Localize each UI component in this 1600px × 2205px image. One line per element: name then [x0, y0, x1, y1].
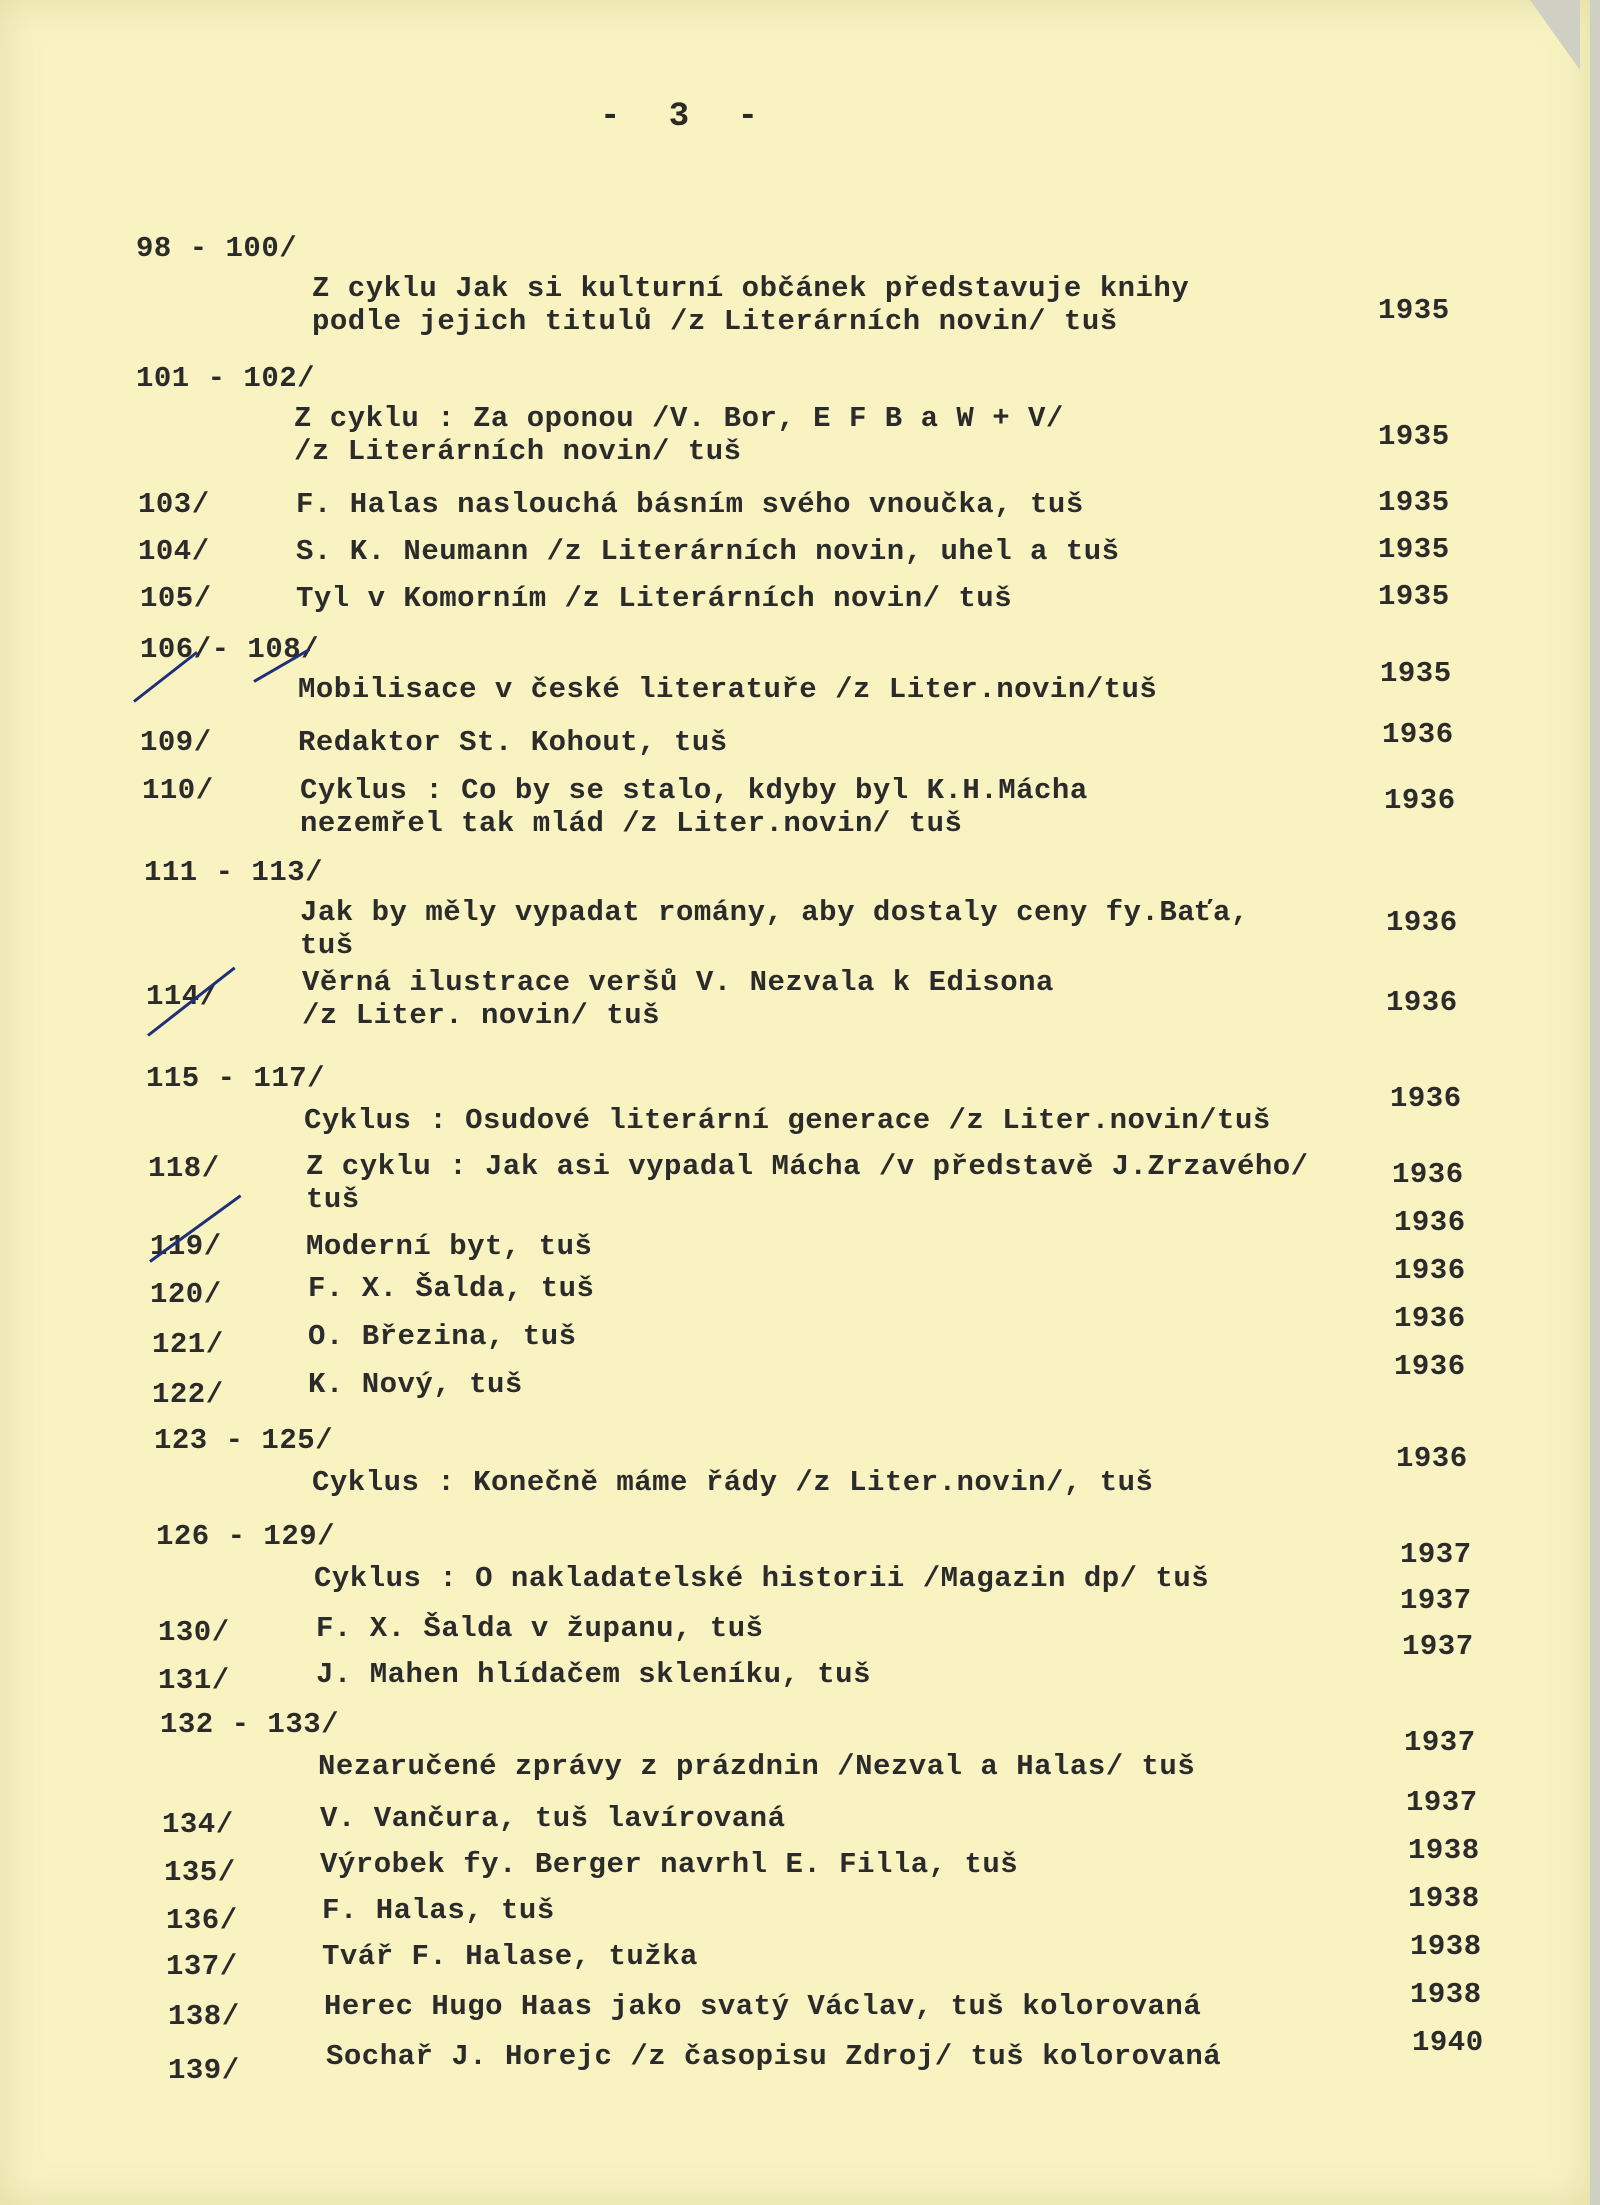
entry-description: Sochař J. Horejc /z časopisu Zdroj/ tuš kolorovaná — [326, 2040, 1222, 2073]
entry-number: 136/ — [166, 1904, 238, 1937]
entry-year: 1935 — [1378, 294, 1450, 327]
entry-year: 1935 — [1380, 657, 1452, 690]
page-number: - 3 - — [600, 98, 773, 136]
entry-description: Moderní byt, tuš — [306, 1230, 593, 1263]
entry-year: 1936 — [1394, 1350, 1466, 1383]
entry-year: 1936 — [1390, 1082, 1462, 1115]
entry-number: 119/ — [150, 1230, 222, 1263]
entry-description: Redaktor St. Kohout, tuš — [298, 726, 728, 759]
entry-year: 1937 — [1404, 1726, 1476, 1759]
entry-year: 1936 — [1392, 1158, 1464, 1191]
entry-year: 1938 — [1410, 1930, 1482, 1963]
entry-year: 1936 — [1384, 784, 1456, 817]
entry-year: 1936 — [1394, 1254, 1466, 1287]
entry-year: 1936 — [1386, 986, 1458, 1019]
folded-corner — [1530, 0, 1580, 70]
entry-description: Výrobek fy. Berger navrhl E. Filla, tuš — [320, 1848, 1019, 1881]
entry-description: Herec Hugo Haas jako svatý Václav, tuš kolorovaná — [324, 1990, 1202, 2023]
entry-year: 1936 — [1394, 1302, 1466, 1335]
entry-year: 1936 — [1396, 1442, 1468, 1475]
entry-number: 126 - 129/ — [156, 1520, 336, 1553]
entry-description: Cyklus : Konečně máme řády /z Liter.novin/, tuš — [312, 1466, 1154, 1499]
entry-year: 1936 — [1386, 906, 1458, 939]
entry-number: 120/ — [150, 1278, 222, 1311]
entry-description: Nezaručené zprávy z prázdnin /Nezval a Halas/ tuš — [318, 1750, 1196, 1783]
entry-number: 103/ — [138, 488, 210, 521]
entry-year: 1937 — [1400, 1538, 1472, 1571]
entry-description: Věrná ilustrace veršů V. Nezvala k Edisona /z Liter. novin/ tuš — [302, 966, 1054, 1032]
entry-year: 1935 — [1378, 533, 1450, 566]
entry-description: Cyklus : Co by se stalo, kdyby byl K.H.Mácha nezemřel tak mlád /z Liter.novin/ tuš — [300, 774, 1088, 840]
entry-year: 1937 — [1400, 1584, 1472, 1617]
entry-description: F. X. Šalda, tuš — [308, 1272, 595, 1305]
entry-number: 138/ — [168, 2000, 240, 2033]
entry-number: 109/ — [140, 726, 212, 759]
entry-description: Tyl v Komorním /z Literárních novin/ tuš — [296, 582, 1013, 615]
entry-number: 98 - 100/ — [136, 232, 298, 265]
entry-year: 1935 — [1378, 486, 1450, 519]
entry-number: 106/- 108/ — [140, 633, 320, 666]
entry-number: 134/ — [162, 1808, 234, 1841]
entry-year: 1935 — [1378, 420, 1450, 453]
entry-number: 121/ — [152, 1328, 224, 1361]
entry-number: 104/ — [138, 535, 210, 568]
entry-number: 130/ — [158, 1616, 230, 1649]
entry-number: 132 - 133/ — [160, 1708, 340, 1741]
entry-description: K. Nový, tuš — [308, 1368, 523, 1401]
entry-number: 114/ — [146, 980, 218, 1013]
entry-year: 1938 — [1410, 1978, 1482, 2011]
entry-number: 131/ — [158, 1664, 230, 1697]
entry-description: Z cyklu : Za oponou /V. Bor, E F B a W + V/ /z Literárních novin/ tuš — [294, 402, 1064, 468]
entry-year: 1936 — [1382, 718, 1454, 751]
entry-number: 137/ — [166, 1950, 238, 1983]
entry-description: Cyklus : O nakladatelské historii /Magazin dp/ tuš — [314, 1562, 1210, 1595]
entry-year: 1937 — [1402, 1630, 1474, 1663]
entry-description: V. Vančura, tuš lavírovaná — [320, 1802, 786, 1835]
entry-description: Jak by měly vypadat romány, aby dostaly ceny fy.Baťa, tuš — [300, 896, 1249, 962]
entry-number: 110/ — [142, 774, 214, 807]
entry-number: 139/ — [168, 2054, 240, 2087]
entry-description: F. Halas, tuš — [322, 1894, 555, 1927]
entry-number: 101 - 102/ — [136, 362, 316, 395]
entry-description: O. Březina, tuš — [308, 1320, 577, 1353]
entry-number: 115 - 117/ — [146, 1062, 326, 1095]
entry-description: J. Mahen hlídačem skleníku, tuš — [316, 1658, 871, 1691]
entry-number: 105/ — [140, 582, 212, 615]
entry-year: 1938 — [1408, 1882, 1480, 1915]
entry-year: 1940 — [1412, 2026, 1484, 2059]
entry-description: S. K. Neumann /z Literárních novin, uhel a tuš — [296, 535, 1120, 568]
entry-description: Tvář F. Halase, tužka — [322, 1940, 698, 1973]
entry-description: F. X. Šalda v županu, tuš — [316, 1612, 764, 1645]
entry-year: 1937 — [1406, 1786, 1478, 1819]
entry-number: 118/ — [148, 1152, 220, 1185]
entry-year: 1938 — [1408, 1834, 1480, 1867]
entry-description: Z cyklu Jak si kulturní občánek představuje knihy podle jejich titulů /z Literárních novin/ tuš — [312, 272, 1190, 338]
entry-year: 1935 — [1378, 580, 1450, 613]
entry-number: 122/ — [152, 1378, 224, 1411]
entry-description: Mobilisace v české literatuře /z Liter.novin/tuš — [298, 673, 1158, 706]
entry-description: F. Halas naslouchá básním svého vnoučka, tuš — [296, 488, 1084, 521]
entry-description: Z cyklu : Jak asi vypadal Mácha /v představě J.Zrzavého/ tuš — [306, 1150, 1309, 1216]
entry-description: Cyklus : Osudové literární generace /z Liter.novin/tuš — [304, 1104, 1271, 1137]
entry-number: 123 - 125/ — [154, 1424, 334, 1457]
entry-number: 135/ — [164, 1856, 236, 1889]
entry-year: 1936 — [1394, 1206, 1466, 1239]
entry-number: 111 - 113/ — [144, 856, 324, 889]
